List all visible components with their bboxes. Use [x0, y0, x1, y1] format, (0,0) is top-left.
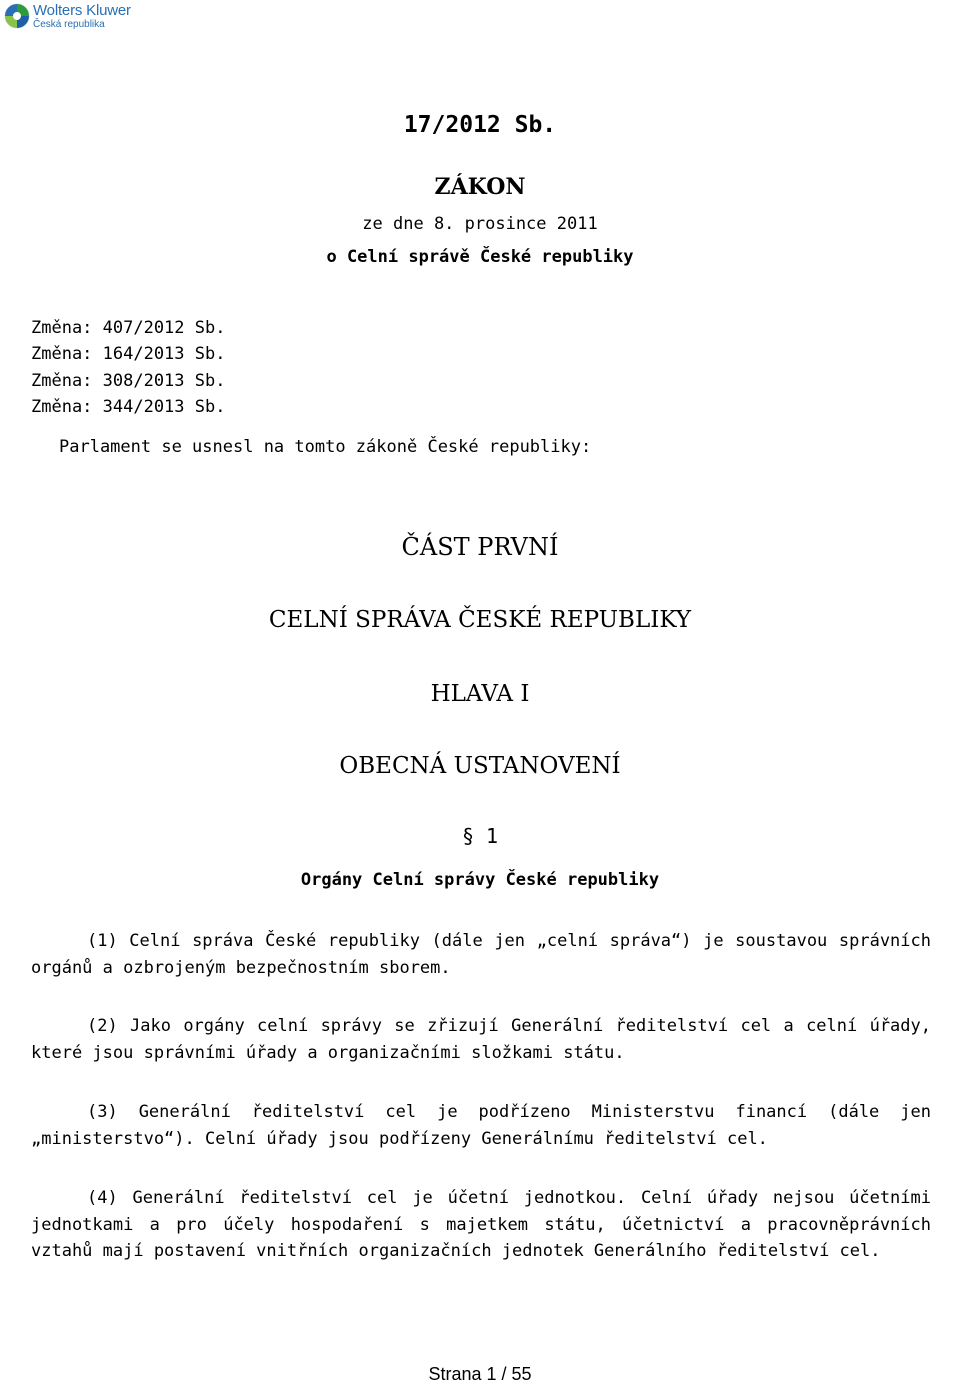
document-subject: o Celní správě České republiky: [326, 247, 634, 267]
wolters-kluwer-logo-icon: [4, 3, 30, 29]
amendment-item: Změna: 164/2013 Sb.: [31, 344, 226, 365]
paragraph-4: (4) Generální ředitelství cel je účetní jednotkou. Celní úřady nejsou účetními jednotkami a pro účely hospodaření s majetkem státu, účetnictví a pracovněprávních vztahů mají postavení vnitřních organizačních jednotek Generálního ředitelství cel.: [31, 1188, 931, 1261]
amendment-item: Změna: 344/2013 Sb.: [31, 396, 226, 417]
paragraph-1: (1) Celní správa České republiky (dále jen „celní správa“) je soustavou správních orgánů a ozbrojeným bezpečnostním sborem.: [31, 931, 931, 978]
paragraph-3: (3) Generální ředitelství cel je podřízeno Ministerstvu financí (dále jen „ministerstvo“). Celní úřady jsou podřízeny Generálnímu ředitelství cel.: [31, 1102, 931, 1149]
head-title: HLAVA I: [430, 681, 530, 707]
amendment-item: Změna: 308/2013 Sb.: [31, 370, 226, 391]
publisher-logo: [4, 3, 131, 30]
head-name: OBECNÁ USTANOVENÍ: [339, 753, 621, 779]
part-title: ČÁST PRVNÍ: [401, 533, 559, 561]
amendments-list: [31, 315, 225, 420]
section-title: Orgány Celní správy České republiky: [300, 870, 660, 890]
document-date: ze dne 8. prosince 2011: [362, 214, 598, 234]
document-type: ZÁKON: [434, 174, 526, 200]
preamble: Parlament se usnesl na tomto zákoně České republiky:: [59, 437, 592, 457]
section-mark: § 1: [461, 824, 499, 848]
logo-subtitle: Česká republika: [33, 19, 105, 30]
paragraph-2: (2) Jako orgány celní správy se zřizují Generální ředitelství cel a celní úřady, které jsou správními úřady a organizačními složkami státu.: [31, 1016, 931, 1063]
part-name: CELNÍ SPRÁVA ČESKÉ REPUBLIKY: [268, 607, 692, 633]
document-number: 17/2012 Sb.: [403, 112, 557, 138]
amendment-item: Změna: 407/2012 Sb.: [31, 318, 226, 338]
page-number: Strana 1 / 55: [428, 1364, 532, 1384]
logo-name: Wolters Kluwer: [33, 2, 131, 19]
